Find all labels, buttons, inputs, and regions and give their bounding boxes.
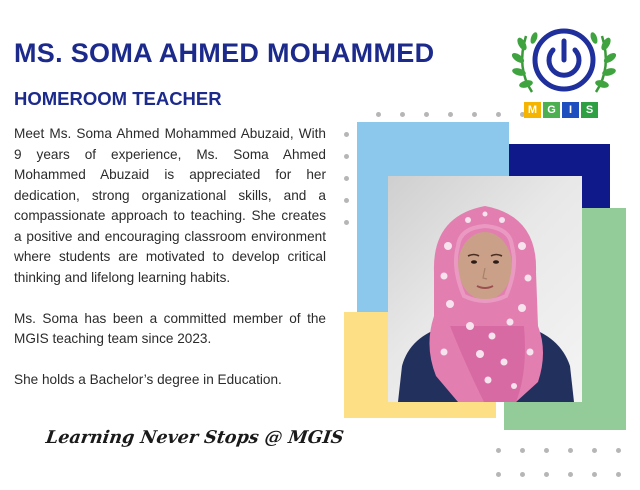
bio-paragraph-education: She holds a Bachelor’s degree in Education. xyxy=(14,372,282,387)
decor-dot xyxy=(400,112,405,117)
decor-dot xyxy=(616,472,621,477)
decor-dot xyxy=(344,220,349,225)
school-logo-wordmark xyxy=(524,102,598,118)
decor-dot xyxy=(496,448,501,453)
teacher-portrait-illustration xyxy=(388,176,582,402)
decor-dot xyxy=(448,112,453,117)
decor-dot xyxy=(472,112,477,117)
decor-dot xyxy=(344,132,349,137)
decor-dot xyxy=(496,112,501,117)
teacher-name: MS. SOMA AHMED MOHAMMED xyxy=(14,38,435,68)
decor-dot xyxy=(344,154,349,159)
school-tagline: Learning Never Stops @ MGIS xyxy=(44,428,345,448)
logo-letter-g: G xyxy=(543,102,560,118)
bio-paragraph-tenure: Ms. Soma has been a committed member of the MGIS teaching team since 2023. xyxy=(14,310,326,346)
decor-dot xyxy=(568,448,573,453)
decor-dot xyxy=(616,448,621,453)
decor-dot xyxy=(344,198,349,203)
decor-dot xyxy=(592,472,597,477)
decor-dot xyxy=(592,448,597,453)
power-button-icon xyxy=(535,31,593,89)
logo-letter-s: S xyxy=(581,102,598,118)
decor-dot xyxy=(544,472,549,477)
logo-letter-i: I xyxy=(562,102,579,118)
logo-letter-m: M xyxy=(524,102,541,118)
bio-paragraph-intro: Meet Ms. Soma Ahmed Mohammed Abuzaid, With 9 years of experience, Ms. Soma Ahmed Mohammed Abuzaid is appreciated for her dedication, strong organizational skills, and a compassionate approach to teaching. She creates a positive and encouraging classroom environment where students are motivated to develop critical thinking and lifelong learning habits. xyxy=(14,126,326,285)
decor-dot xyxy=(520,448,525,453)
decor-dot xyxy=(376,112,381,117)
decor-dot xyxy=(520,472,525,477)
decor-dot xyxy=(544,448,549,453)
decor-dot xyxy=(344,176,349,181)
teacher-photo xyxy=(388,176,582,402)
teacher-role: HOMEROOM TEACHER xyxy=(14,88,222,109)
teacher-bio xyxy=(14,124,326,391)
decor-dot xyxy=(496,472,501,477)
decor-dot xyxy=(568,472,573,477)
decor-dot xyxy=(424,112,429,117)
